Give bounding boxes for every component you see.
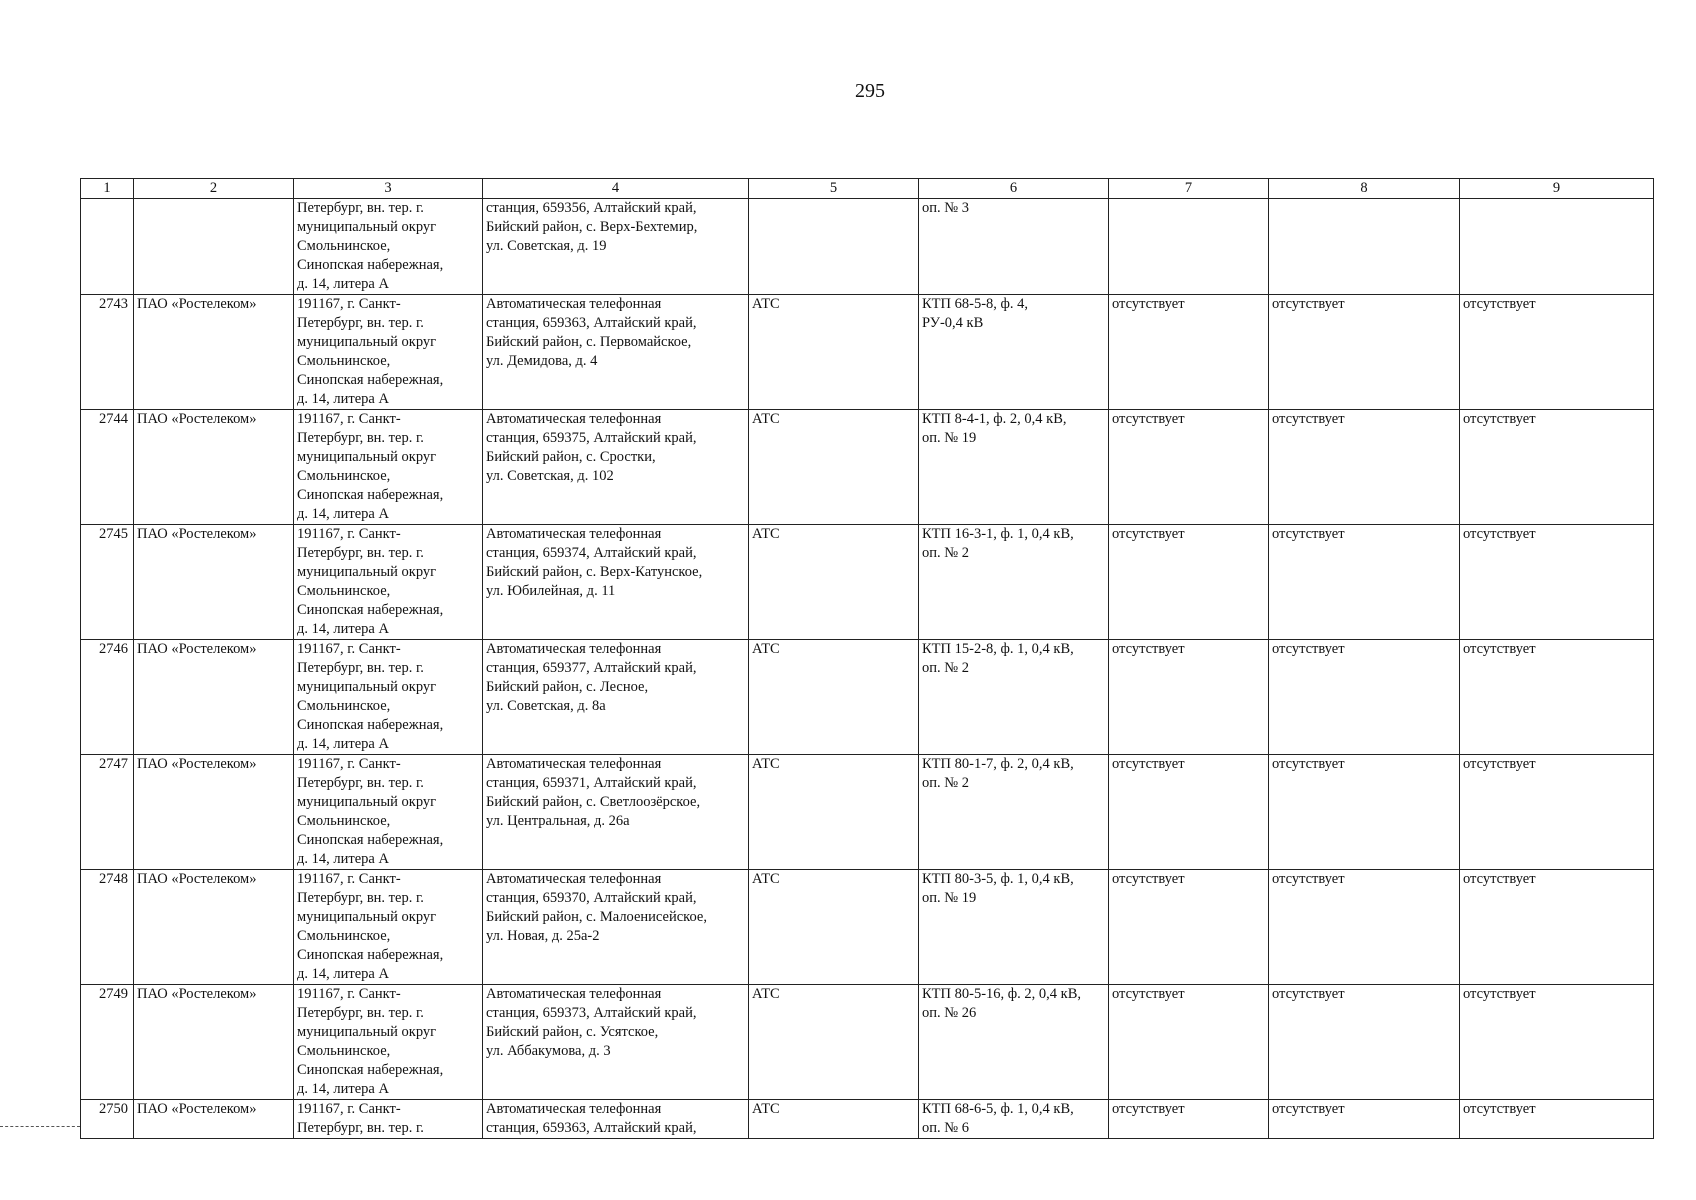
connection-point-cell xyxy=(919,295,1109,410)
connection-point-cell-line: КТП 68-5-8, ф. 4, xyxy=(922,296,1029,312)
object-cell-line: ул. Аббакумова, д. 3 xyxy=(486,1043,611,1059)
object-cell xyxy=(483,870,749,985)
object-cell-line: станция, 659356, Алтайский край, xyxy=(486,200,697,216)
address-cell-line: 191167, г. Санкт- xyxy=(297,296,401,312)
object-cell-line: ул. Юбилейная, д. 11 xyxy=(486,583,616,599)
connection-point-cell xyxy=(919,985,1109,1100)
address-cell-line: муниципальный округ xyxy=(297,679,437,695)
object-cell-line: ул. Центральная, д. 26а xyxy=(486,813,630,829)
address-cell-line: муниципальный округ xyxy=(297,909,437,925)
object-cell-line: Автоматическая телефонная xyxy=(486,641,662,657)
connection-point-cell-line: оп. № 6 xyxy=(922,1120,969,1136)
connection-point-cell xyxy=(919,410,1109,525)
object-cell-line: ул. Советская, д. 102 xyxy=(486,468,614,484)
table-row xyxy=(81,985,1654,1100)
registry-body xyxy=(81,199,1654,1139)
address-cell-line: Петербург, вн. тер. г. xyxy=(297,200,424,216)
address-cell-line: д. 14, литера А xyxy=(297,391,389,407)
address-cell-line: Смольнинское, xyxy=(297,468,391,484)
column-7-cell: отсутствует xyxy=(1109,525,1269,640)
address-cell xyxy=(294,199,483,295)
connection-point-cell-line: КТП 80-1-7, ф. 2, 0,4 кВ, xyxy=(922,756,1074,772)
object-cell xyxy=(483,985,749,1100)
address-cell-line: Синопская набережная, xyxy=(297,1062,444,1078)
object-type-cell: АТС xyxy=(749,525,919,640)
object-cell-line: ул. Новая, д. 25а-2 xyxy=(486,928,600,944)
address-cell-line: муниципальный округ xyxy=(297,794,437,810)
object-cell-line: станция, 659370, Алтайский край, xyxy=(486,890,697,906)
owner-cell: ПАО «Ростелеком» xyxy=(134,525,294,640)
column-number-header: 4 xyxy=(483,179,749,199)
column-number-header: 3 xyxy=(294,179,483,199)
object-cell xyxy=(483,755,749,870)
object-type-cell: АТС xyxy=(749,985,919,1100)
object-cell-line: ул. Демидова, д. 4 xyxy=(486,353,598,369)
address-cell-line: д. 14, литера А xyxy=(297,506,389,522)
address-cell-line: Петербург, вн. тер. г. xyxy=(297,545,424,561)
address-cell-line: 191167, г. Санкт- xyxy=(297,641,401,657)
address-cell xyxy=(294,755,483,870)
object-cell-line: Бийский район, с. Верх-Бехтемир, xyxy=(486,219,698,235)
column-number-header: 7 xyxy=(1109,179,1269,199)
address-cell-line: муниципальный округ xyxy=(297,1024,437,1040)
object-cell xyxy=(483,199,749,295)
owner-cell xyxy=(134,199,294,295)
address-cell-line: д. 14, литера А xyxy=(297,276,389,292)
object-cell-line: станция, 659375, Алтайский край, xyxy=(486,430,697,446)
address-cell-line: д. 14, литера А xyxy=(297,966,389,982)
address-cell-line: Смольнинское, xyxy=(297,353,391,369)
connection-point-cell xyxy=(919,640,1109,755)
connection-point-cell xyxy=(919,870,1109,985)
connection-point-cell-line: оп. № 2 xyxy=(922,545,969,561)
address-cell-line: д. 14, литера А xyxy=(297,1081,389,1097)
connection-point-cell xyxy=(919,525,1109,640)
connection-point-cell-line: оп. № 19 xyxy=(922,890,977,906)
owner-cell: ПАО «Ростелеком» xyxy=(134,1100,294,1139)
column-9-cell: отсутствует xyxy=(1460,410,1654,525)
column-number-header: 5 xyxy=(749,179,919,199)
object-cell-line: Бийский район, с. Первомайское, xyxy=(486,334,692,350)
column-7-cell: отсутствует xyxy=(1109,295,1269,410)
object-cell-line: Автоматическая телефонная xyxy=(486,296,662,312)
address-cell xyxy=(294,525,483,640)
connection-point-cell-line: РУ-0,4 кВ xyxy=(922,315,984,331)
table-row xyxy=(81,525,1654,640)
owner-cell: ПАО «Ростелеком» xyxy=(134,295,294,410)
connection-point-cell-line: оп. № 2 xyxy=(922,775,969,791)
object-cell-line: Бийский район, с. Верх-Катунское, xyxy=(486,564,703,580)
row-number: 2746 xyxy=(81,640,134,755)
column-number-header: 9 xyxy=(1460,179,1654,199)
connection-point-cell-line: оп. № 3 xyxy=(922,200,969,216)
object-type-cell: АТС xyxy=(749,1100,919,1139)
object-cell-line: Бийский район, с. Светлоозёрское, xyxy=(486,794,701,810)
address-cell-line: Смольнинское, xyxy=(297,813,391,829)
address-cell-line: Петербург, вн. тер. г. xyxy=(297,1005,424,1021)
object-type-cell xyxy=(749,199,919,295)
owner-cell: ПАО «Ростелеком» xyxy=(134,410,294,525)
address-cell xyxy=(294,1100,483,1139)
object-cell xyxy=(483,640,749,755)
address-cell-line: Синопская набережная, xyxy=(297,832,444,848)
column-9-cell xyxy=(1460,199,1654,295)
address-cell-line: Петербург, вн. тер. г. xyxy=(297,890,424,906)
column-9-cell: отсутствует xyxy=(1460,1100,1654,1139)
connection-point-cell-line: КТП 68-6-5, ф. 1, 0,4 кВ, xyxy=(922,1101,1074,1117)
object-cell-line: ул. Советская, д. 8а xyxy=(486,698,606,714)
object-type-cell: АТС xyxy=(749,640,919,755)
object-cell xyxy=(483,410,749,525)
column-8-cell: отсутствует xyxy=(1269,295,1460,410)
column-8-cell: отсутствует xyxy=(1269,1100,1460,1139)
object-cell xyxy=(483,295,749,410)
table-row xyxy=(81,870,1654,985)
owner-cell: ПАО «Ростелеком» xyxy=(134,755,294,870)
object-cell-line: Бийский район, с. Малоенисейское, xyxy=(486,909,707,925)
address-cell-line: Смольнинское, xyxy=(297,698,391,714)
address-cell-line: Синопская набережная, xyxy=(297,717,444,733)
column-7-cell xyxy=(1109,199,1269,295)
table-row xyxy=(81,1100,1654,1139)
column-8-cell: отсутствует xyxy=(1269,525,1460,640)
connection-point-cell-line: КТП 15-2-8, ф. 1, 0,4 кВ, xyxy=(922,641,1074,657)
owner-cell: ПАО «Ростелеком» xyxy=(134,985,294,1100)
column-7-cell: отсутствует xyxy=(1109,410,1269,525)
object-cell-line: Бийский район, с. Сростки, xyxy=(486,449,656,465)
address-cell-line: Синопская набережная, xyxy=(297,372,444,388)
row-number: 2745 xyxy=(81,525,134,640)
address-cell-line: Петербург, вн. тер. г. xyxy=(297,660,424,676)
column-number-header: 6 xyxy=(919,179,1109,199)
object-type-cell: АТС xyxy=(749,755,919,870)
column-8-cell: отсутствует xyxy=(1269,755,1460,870)
object-cell-line: Автоматическая телефонная xyxy=(486,756,662,772)
address-cell-line: Петербург, вн. тер. г. xyxy=(297,315,424,331)
column-number-header-row xyxy=(81,179,1654,199)
object-cell-line: станция, 659363, Алтайский край, xyxy=(486,1120,697,1136)
owner-cell: ПАО «Ростелеком» xyxy=(134,640,294,755)
object-cell-line: Бийский район, с. Лесное, xyxy=(486,679,649,695)
object-cell-line: ул. Советская, д. 19 xyxy=(486,238,607,254)
object-cell-line: Автоматическая телефонная xyxy=(486,871,662,887)
address-cell xyxy=(294,870,483,985)
address-cell-line: муниципальный округ xyxy=(297,334,437,350)
address-cell xyxy=(294,640,483,755)
address-cell-line: Смольнинское, xyxy=(297,928,391,944)
address-cell-line: д. 14, литера А xyxy=(297,736,389,752)
address-cell-line: муниципальный округ xyxy=(297,449,437,465)
object-type-cell: АТС xyxy=(749,295,919,410)
column-7-cell: отсутствует xyxy=(1109,870,1269,985)
column-number-header: 1 xyxy=(81,179,134,199)
address-cell-line: Синопская набережная, xyxy=(297,257,444,273)
object-cell-line: Автоматическая телефонная xyxy=(486,1101,662,1117)
address-cell-line: 191167, г. Санкт- xyxy=(297,1101,401,1117)
column-7-cell: отсутствует xyxy=(1109,755,1269,870)
object-cell-line: Бийский район, с. Усятское, xyxy=(486,1024,659,1040)
object-cell-line: Автоматическая телефонная xyxy=(486,411,662,427)
column-7-cell: отсутствует xyxy=(1109,985,1269,1100)
address-cell-line: Петербург, вн. тер. г. xyxy=(297,430,424,446)
table-row xyxy=(81,199,1654,295)
column-7-cell: отсутствует xyxy=(1109,640,1269,755)
connection-point-cell xyxy=(919,199,1109,295)
row-number: 2747 xyxy=(81,755,134,870)
object-cell-line: станция, 659373, Алтайский край, xyxy=(486,1005,697,1021)
page-number: 295 xyxy=(855,80,885,102)
row-number: 2750 xyxy=(81,1100,134,1139)
address-cell-line: муниципальный округ xyxy=(297,219,437,235)
row-number: 2743 xyxy=(81,295,134,410)
column-9-cell: отсутствует xyxy=(1460,525,1654,640)
table-row xyxy=(81,295,1654,410)
address-cell-line: Синопская набережная, xyxy=(297,487,444,503)
connection-point-cell-line: КТП 80-3-5, ф. 1, 0,4 кВ, xyxy=(922,871,1074,887)
object-type-cell: АТС xyxy=(749,410,919,525)
column-number-header: 8 xyxy=(1269,179,1460,199)
registry-table xyxy=(80,178,1654,1139)
table-row xyxy=(81,640,1654,755)
connection-point-cell-line: КТП 80-5-16, ф. 2, 0,4 кВ, xyxy=(922,986,1082,1002)
object-cell-line: станция, 659371, Алтайский край, xyxy=(486,775,697,791)
address-cell-line: Петербург, вн. тер. г. xyxy=(297,1120,424,1136)
row-number: 2748 xyxy=(81,870,134,985)
address-cell-line: 191167, г. Санкт- xyxy=(297,871,401,887)
address-cell-line: 191167, г. Санкт- xyxy=(297,986,401,1002)
object-type-cell: АТС xyxy=(749,870,919,985)
connection-point-cell xyxy=(919,755,1109,870)
column-9-cell: отсутствует xyxy=(1460,870,1654,985)
column-9-cell: отсутствует xyxy=(1460,640,1654,755)
object-cell-line: станция, 659363, Алтайский край, xyxy=(486,315,697,331)
owner-cell: ПАО «Ростелеком» xyxy=(134,870,294,985)
connection-point-cell-line: оп. № 26 xyxy=(922,1005,977,1021)
column-8-cell: отсутствует xyxy=(1269,985,1460,1100)
column-8-cell: отсутствует xyxy=(1269,870,1460,985)
column-8-cell: отсутствует xyxy=(1269,640,1460,755)
address-cell-line: 191167, г. Санкт- xyxy=(297,526,401,542)
address-cell-line: Смольнинское, xyxy=(297,1043,391,1059)
object-cell xyxy=(483,1100,749,1139)
address-cell xyxy=(294,295,483,410)
address-cell-line: 191167, г. Санкт- xyxy=(297,411,401,427)
table-row xyxy=(81,410,1654,525)
scan-artifact-dashes xyxy=(0,1126,80,1130)
address-cell xyxy=(294,985,483,1100)
column-9-cell: отсутствует xyxy=(1460,985,1654,1100)
address-cell-line: Петербург, вн. тер. г. xyxy=(297,775,424,791)
row-number xyxy=(81,199,134,295)
connection-point-cell xyxy=(919,1100,1109,1139)
object-cell-line: станция, 659377, Алтайский край, xyxy=(486,660,697,676)
connection-point-cell-line: КТП 16-3-1, ф. 1, 0,4 кВ, xyxy=(922,526,1074,542)
address-cell-line: муниципальный округ xyxy=(297,564,437,580)
object-cell-line: станция, 659374, Алтайский край, xyxy=(486,545,697,561)
address-cell-line: Синопская набережная, xyxy=(297,602,444,618)
column-8-cell xyxy=(1269,199,1460,295)
connection-point-cell-line: КТП 8-4-1, ф. 2, 0,4 кВ, xyxy=(922,411,1067,427)
address-cell-line: Синопская набережная, xyxy=(297,947,444,963)
column-9-cell: отсутствует xyxy=(1460,755,1654,870)
address-cell-line: Смольнинское, xyxy=(297,238,391,254)
object-cell-line: Автоматическая телефонная xyxy=(486,526,662,542)
table-row xyxy=(81,755,1654,870)
object-cell xyxy=(483,525,749,640)
address-cell xyxy=(294,410,483,525)
connection-point-cell-line: оп. № 2 xyxy=(922,660,969,676)
connection-point-cell-line: оп. № 19 xyxy=(922,430,977,446)
column-8-cell: отсутствует xyxy=(1269,410,1460,525)
address-cell-line: д. 14, литера А xyxy=(297,851,389,867)
column-9-cell: отсутствует xyxy=(1460,295,1654,410)
object-cell-line: Автоматическая телефонная xyxy=(486,986,662,1002)
row-number: 2749 xyxy=(81,985,134,1100)
address-cell-line: Смольнинское, xyxy=(297,583,391,599)
address-cell-line: 191167, г. Санкт- xyxy=(297,756,401,772)
address-cell-line: д. 14, литера А xyxy=(297,621,389,637)
column-7-cell: отсутствует xyxy=(1109,1100,1269,1139)
column-number-header: 2 xyxy=(134,179,294,199)
row-number: 2744 xyxy=(81,410,134,525)
